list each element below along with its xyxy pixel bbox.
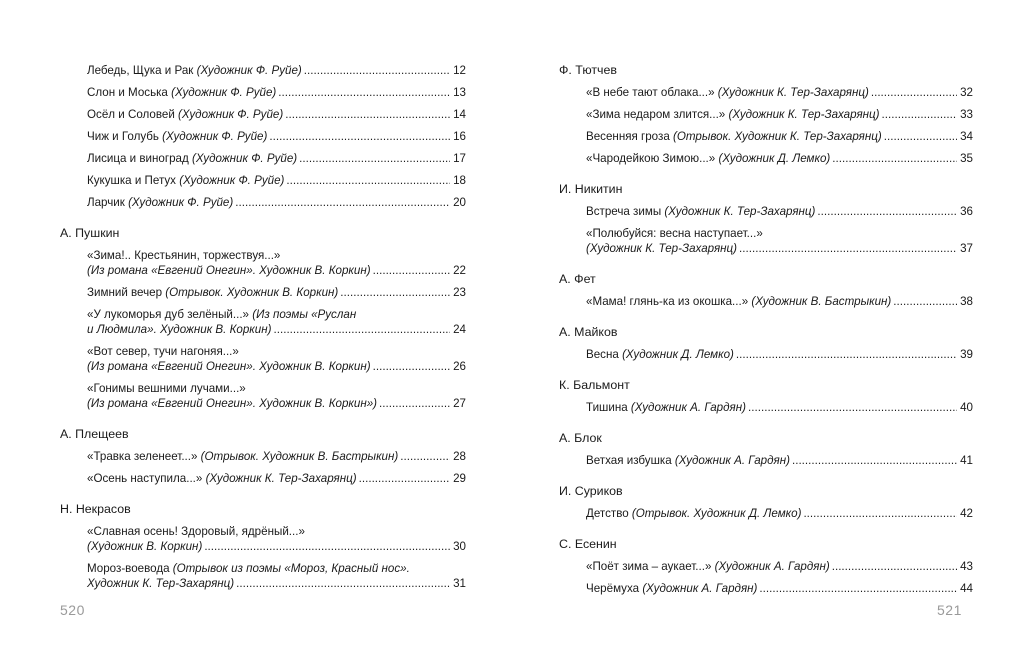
toc-entry[interactable] xyxy=(87,63,466,78)
illustrator-credit: (Художник Ф. Руйе) xyxy=(128,196,234,209)
toc-entry-line xyxy=(87,396,466,411)
poem-title: «Зима!.. Крестьянин, торжествуя...» xyxy=(87,249,281,262)
toc-entry[interactable] xyxy=(586,129,973,144)
toc-entry-text xyxy=(586,453,790,468)
poem-title: «Поёт зима – аукает...» xyxy=(586,560,715,573)
toc-page-number: 41 xyxy=(960,454,973,467)
leader-dots xyxy=(817,204,957,219)
poem-title: Весенняя гроза xyxy=(586,130,673,143)
illustrator-credit: (Художник К. Тер-Захарянц) xyxy=(586,242,738,255)
leader-dots xyxy=(739,241,957,256)
toc-entry-text xyxy=(586,129,882,144)
toc-entry-text xyxy=(586,581,757,596)
leader-dots xyxy=(736,347,957,362)
toc-entry-title xyxy=(87,129,466,144)
author-heading: С. Есенин xyxy=(559,537,617,551)
toc-entry-title xyxy=(87,561,466,591)
toc-page-number: 28 xyxy=(453,450,466,463)
toc-entry-line xyxy=(586,559,973,574)
toc-entry-title xyxy=(87,85,466,100)
poem-title: Лебедь, Щука и Рак xyxy=(87,64,197,77)
toc-entry-title xyxy=(87,107,466,122)
toc-entry-line xyxy=(87,107,466,122)
toc-entry-text xyxy=(586,294,891,309)
toc-entry[interactable] xyxy=(87,307,466,337)
toc-entry-line xyxy=(87,263,466,278)
toc-entry-text xyxy=(87,359,371,374)
toc-entry-title xyxy=(586,294,973,309)
toc-page-number: 39 xyxy=(960,348,973,361)
toc-entry-text xyxy=(87,63,302,78)
toc-entry-line xyxy=(87,561,466,576)
toc-entries xyxy=(559,294,973,309)
leader-dots xyxy=(299,151,450,166)
page-number-left: 520 xyxy=(60,602,85,618)
poem-title: Черёмуха xyxy=(586,582,643,595)
toc-entry[interactable] xyxy=(586,400,973,415)
toc-entry-title xyxy=(87,63,466,78)
leader-dots xyxy=(803,506,957,521)
toc-entry-title xyxy=(87,381,466,411)
toc-entry-text xyxy=(586,400,746,415)
toc-entry[interactable] xyxy=(87,195,466,210)
toc-entry-title xyxy=(586,453,973,468)
toc-entry-text xyxy=(87,396,377,411)
toc-entry-title xyxy=(586,107,973,122)
leader-dots xyxy=(832,559,957,574)
toc-entry-line xyxy=(87,381,466,396)
toc-entry[interactable] xyxy=(87,85,466,100)
toc-page-number: 42 xyxy=(960,507,973,520)
toc-entry[interactable] xyxy=(87,129,466,144)
toc-section xyxy=(60,427,466,486)
illustrator-credit: (Из романа «Евгений Онегин». Художник В. Коркин) xyxy=(87,360,371,373)
toc-entry[interactable] xyxy=(87,561,466,591)
illustrator-credit: (Художник В. Коркин) xyxy=(87,540,203,553)
illustrator-credit: (Художник Ф. Руйе) xyxy=(162,130,268,143)
illustrator-credit: (Художник В. Бастрыкин) xyxy=(751,295,892,308)
poem-title: Чиж и Голубь xyxy=(87,130,163,143)
illustrator-credit: (Художник А. Гардян) xyxy=(642,582,758,595)
poem-title: «Травка зеленеет...» xyxy=(87,450,201,463)
toc-section xyxy=(559,325,973,362)
author-heading: А. Майков xyxy=(559,325,618,339)
poem-title: Кукушка и Петух xyxy=(87,174,180,187)
illustrator-credit: (Отрывок. Художник К. Тер-Захарянц) xyxy=(673,130,882,143)
toc-entry-line xyxy=(586,226,973,241)
leader-dots xyxy=(359,471,450,486)
author-heading: А. Блок xyxy=(559,431,602,445)
toc-page-number: 34 xyxy=(960,130,973,143)
toc-entry-text xyxy=(87,151,297,166)
toc-entry[interactable] xyxy=(87,524,466,554)
toc-entry-text xyxy=(87,107,283,122)
toc-entry-title xyxy=(586,506,973,521)
poem-title: Встреча зимы xyxy=(586,205,665,218)
author-heading: Н. Некрасов xyxy=(60,502,131,516)
toc-page-number: 29 xyxy=(453,472,466,485)
toc-entry-line xyxy=(87,322,466,337)
leader-dots xyxy=(340,285,450,300)
toc-entry[interactable] xyxy=(586,453,973,468)
toc-entry-title xyxy=(87,524,466,554)
toc-section xyxy=(559,63,973,166)
author-heading: К. Бальмонт xyxy=(559,378,630,392)
right-page xyxy=(512,0,1024,652)
toc-entry-line xyxy=(87,359,466,374)
toc-entries xyxy=(60,524,466,591)
toc-entry-text xyxy=(87,173,284,188)
leader-dots xyxy=(304,63,450,78)
toc-section xyxy=(559,272,973,309)
illustrator-credit: (Художник Ф. Руйе) xyxy=(179,174,285,187)
toc-entry-line xyxy=(586,107,973,122)
poem-title: «Зима недаром злится...» xyxy=(586,108,729,121)
toc-entry[interactable] xyxy=(586,294,973,309)
leader-dots xyxy=(379,396,450,411)
toc-entry-text xyxy=(586,85,869,100)
toc-entries xyxy=(60,449,466,486)
poem-title: Ларчик xyxy=(87,196,129,209)
toc-entry[interactable] xyxy=(87,285,466,300)
toc-entries xyxy=(559,453,973,468)
illustrator-credit: (Художник К. Тер-Захарянц) xyxy=(728,108,880,121)
toc-page-number: 14 xyxy=(453,108,466,121)
toc-entry-title xyxy=(586,347,973,362)
poem-title: «Славная осень! Здоровый, ядрёный...» xyxy=(87,525,305,538)
toc-entry-text xyxy=(87,263,371,278)
poem-title: Слон и Моська xyxy=(87,86,172,99)
poem-title: «Гонимы вешними лучами...» xyxy=(87,382,246,395)
toc-page-number: 30 xyxy=(453,540,466,553)
toc-entry-text xyxy=(586,506,801,521)
toc-entry-title xyxy=(87,449,466,464)
illustrator-credit: (Художник А. Гардян) xyxy=(630,401,746,414)
toc-entry-text xyxy=(87,307,356,322)
toc-entry-line xyxy=(87,449,466,464)
toc-entry-text xyxy=(87,524,305,539)
toc-page-number: 31 xyxy=(453,577,466,590)
illustrator-credit: (Из романа «Евгений Онегин». Художник В. Коркин») xyxy=(87,397,378,410)
poem-title: «У лукоморья дуб зелёный...» xyxy=(87,308,253,321)
leader-dots xyxy=(273,322,450,337)
toc-entry[interactable] xyxy=(586,226,973,256)
toc-entry-title xyxy=(87,307,466,337)
toc-entry[interactable] xyxy=(586,151,973,166)
toc-entry-text xyxy=(586,241,737,256)
toc-page-number: 12 xyxy=(453,64,466,77)
poem-title: Осёл и Соловей xyxy=(87,108,179,121)
toc-entry-text xyxy=(87,561,410,576)
toc-page-number: 24 xyxy=(453,323,466,336)
toc-entry-text xyxy=(87,471,357,486)
toc-section xyxy=(60,226,466,411)
toc-entry-line xyxy=(586,400,973,415)
toc-section xyxy=(559,484,973,521)
toc-entry[interactable] xyxy=(87,471,466,486)
toc-entry-text xyxy=(586,204,815,219)
leader-dots xyxy=(884,129,957,144)
toc-entry-line xyxy=(87,344,466,359)
toc-page-number: 23 xyxy=(453,286,466,299)
toc-entry-line xyxy=(87,539,466,554)
toc-section xyxy=(559,431,973,468)
toc-page-number: 40 xyxy=(960,401,973,414)
poem-title: Ветхая избушка xyxy=(586,454,675,467)
toc-page-number: 22 xyxy=(453,264,466,277)
toc-entry[interactable] xyxy=(586,204,973,219)
illustrator-credit: Художник К. Тер-Захарянц) xyxy=(87,577,235,590)
poem-title: «В небе тают облака...» xyxy=(586,86,718,99)
toc-entry-text xyxy=(586,559,830,574)
illustrator-credit: (Отрывок. Художник Д. Лемко) xyxy=(631,507,802,520)
toc-entry[interactable] xyxy=(87,381,466,411)
leader-dots xyxy=(286,173,450,188)
toc-entry-title xyxy=(586,151,973,166)
toc-entries xyxy=(559,400,973,415)
toc-entry-text xyxy=(586,347,734,362)
illustrator-credit: (Художник Ф. Руйе) xyxy=(171,86,277,99)
toc-entry-line xyxy=(586,506,973,521)
poem-title: Детство xyxy=(586,507,632,520)
toc-section xyxy=(60,502,466,591)
toc-page-number: 26 xyxy=(453,360,466,373)
leader-dots xyxy=(204,539,450,554)
illustrator-credit: (Художник А. Гардян) xyxy=(674,454,790,467)
illustrator-credit: (Художник А. Гардян) xyxy=(714,560,830,573)
author-heading: А. Пушкин xyxy=(60,226,120,240)
toc-entry[interactable] xyxy=(586,85,973,100)
toc-entry-title xyxy=(586,400,973,415)
illustrator-credit: (Художник К. Тер-Захарянц) xyxy=(717,86,869,99)
toc-page-number: 43 xyxy=(960,560,973,573)
author-heading: А. Плещеев xyxy=(60,427,129,441)
toc-entry-text xyxy=(586,226,763,241)
page-number-right: 521 xyxy=(937,602,962,618)
toc-entry[interactable] xyxy=(586,107,973,122)
toc-page-number: 27 xyxy=(453,397,466,410)
poem-title: «Чародейкою Зимою...» xyxy=(586,152,719,165)
toc-section xyxy=(60,63,466,210)
leader-dots xyxy=(285,107,450,122)
toc-entry-title xyxy=(586,204,973,219)
toc-entry-title xyxy=(87,151,466,166)
toc-entries xyxy=(559,559,973,596)
toc-entries xyxy=(559,204,973,256)
leader-dots xyxy=(832,151,957,166)
illustrator-credit: (Отрывок. Художник В. Бастрыкин) xyxy=(200,450,399,463)
table-of-contents-right xyxy=(559,63,973,612)
leader-dots xyxy=(882,107,957,122)
toc-entry-text xyxy=(87,576,234,591)
illustrator-credit: (Из поэмы «Руслан xyxy=(252,308,357,321)
toc-entry-text xyxy=(87,248,280,263)
toc-entry-title xyxy=(586,85,973,100)
illustrator-credit: (Художник Д. Лемко) xyxy=(718,152,831,165)
toc-page-number: 32 xyxy=(960,86,973,99)
toc-entry-title xyxy=(586,581,973,596)
leader-dots xyxy=(871,85,957,100)
toc-entry[interactable] xyxy=(586,506,973,521)
leader-dots xyxy=(759,581,957,596)
leader-dots xyxy=(748,400,957,415)
poem-title: Зимний вечер xyxy=(87,286,166,299)
toc-entry-line xyxy=(586,581,973,596)
toc-entry-title xyxy=(586,129,973,144)
toc-entry-line xyxy=(87,285,466,300)
toc-entry-line xyxy=(87,248,466,263)
toc-section xyxy=(559,182,973,256)
toc-entry-text xyxy=(87,344,239,359)
poem-title: Весна xyxy=(586,348,623,361)
toc-entry[interactable] xyxy=(586,347,973,362)
toc-page-number: 35 xyxy=(960,152,973,165)
poem-title: Лисица и виноград xyxy=(87,152,192,165)
poem-title: «Полюбуйся: весна наступает...» xyxy=(586,227,763,240)
poem-title: «Осень наступила...» xyxy=(87,472,206,485)
toc-page-number: 17 xyxy=(453,152,466,165)
toc-entry[interactable] xyxy=(87,151,466,166)
toc-entry[interactable] xyxy=(87,449,466,464)
toc-entry-text xyxy=(586,107,880,122)
toc-page-number: 38 xyxy=(960,295,973,308)
toc-entry-line xyxy=(87,85,466,100)
toc-entry-line xyxy=(586,151,973,166)
toc-entry-title xyxy=(87,248,466,278)
toc-entry[interactable] xyxy=(87,173,466,188)
toc-entries xyxy=(559,85,973,166)
illustrator-credit: (Художник Ф. Руйе) xyxy=(196,64,302,77)
poem-title: Тишина xyxy=(586,401,631,414)
illustrator-credit: (Художник Д. Лемко) xyxy=(622,348,734,361)
toc-entry-line xyxy=(87,195,466,210)
toc-entry-line xyxy=(87,63,466,78)
leader-dots xyxy=(373,359,450,374)
toc-entry-text xyxy=(87,449,398,464)
toc-entry-line xyxy=(586,241,973,256)
toc-entries xyxy=(60,63,466,210)
toc-page-number: 18 xyxy=(453,174,466,187)
toc-page-number: 13 xyxy=(453,86,466,99)
toc-entry-title xyxy=(87,285,466,300)
toc-page-number: 44 xyxy=(960,582,973,595)
toc-entry-line xyxy=(87,173,466,188)
table-of-contents-left xyxy=(60,63,466,607)
toc-entry-line xyxy=(87,307,466,322)
poem-title: «Вот север, тучи нагоняя...» xyxy=(87,345,239,358)
toc-entry-title xyxy=(586,559,973,574)
toc-page-number: 37 xyxy=(960,242,973,255)
leader-dots xyxy=(400,449,450,464)
toc-entry[interactable] xyxy=(87,344,466,374)
toc-entry-line xyxy=(87,129,466,144)
illustrator-credit: (Из романа «Евгений Онегин». Художник В. Коркин) xyxy=(87,264,371,277)
toc-entry-text xyxy=(87,322,271,337)
illustrator-credit: и Людмила». Художник В. Коркин) xyxy=(87,323,272,336)
toc-entry-line xyxy=(87,151,466,166)
toc-entry-line xyxy=(586,85,973,100)
illustrator-credit: (Художник К. Тер-Захарянц) xyxy=(205,472,357,485)
illustrator-credit: (Отрывок из поэмы «Мороз, Красный нос». xyxy=(172,562,410,575)
toc-entry-title xyxy=(87,471,466,486)
toc-section xyxy=(559,378,973,415)
illustrator-credit: (Художник Ф. Руйе) xyxy=(191,152,298,165)
toc-entry-line xyxy=(586,129,973,144)
toc-entry-line xyxy=(87,471,466,486)
leader-dots xyxy=(235,195,450,210)
toc-page-number: 33 xyxy=(960,108,973,121)
toc-entry-text xyxy=(87,539,202,554)
toc-entry[interactable] xyxy=(586,581,973,596)
author-heading: И. Суриков xyxy=(559,484,623,498)
illustrator-credit: (Художник Ф. Руйе) xyxy=(178,108,284,121)
toc-entry-title xyxy=(87,195,466,210)
toc-entries xyxy=(60,248,466,411)
toc-entry-title xyxy=(87,173,466,188)
author-heading: А. Фет xyxy=(559,272,596,286)
toc-page-number: 16 xyxy=(453,130,466,143)
toc-entry-text xyxy=(87,285,338,300)
toc-entry[interactable] xyxy=(87,248,466,278)
toc-entry-line xyxy=(586,453,973,468)
toc-entry[interactable] xyxy=(87,107,466,122)
toc-entry-text xyxy=(87,195,233,210)
author-heading: Ф. Тютчев xyxy=(559,63,617,77)
toc-entry-text xyxy=(87,381,246,396)
toc-entry-line xyxy=(586,204,973,219)
toc-entry-line xyxy=(87,576,466,591)
toc-entry-line xyxy=(586,347,973,362)
toc-section xyxy=(559,537,973,596)
toc-entry-title xyxy=(586,226,973,256)
leader-dots xyxy=(278,85,450,100)
toc-entry-text xyxy=(87,129,267,144)
toc-entry-text xyxy=(586,151,830,166)
toc-page-number: 20 xyxy=(453,196,466,209)
illustrator-credit: (Отрывок. Художник В. Коркин) xyxy=(165,286,339,299)
illustrator-credit: (Художник К. Тер-Захарянц) xyxy=(664,205,816,218)
toc-entry[interactable] xyxy=(586,559,973,574)
toc-entry-line xyxy=(87,524,466,539)
toc-entry-line xyxy=(586,294,973,309)
toc-page-number: 36 xyxy=(960,205,973,218)
leader-dots xyxy=(269,129,450,144)
author-heading: И. Никитин xyxy=(559,182,623,196)
toc-entries xyxy=(559,347,973,362)
toc-entry-text xyxy=(87,85,276,100)
toc-entries xyxy=(559,506,973,521)
leader-dots xyxy=(373,263,450,278)
leader-dots xyxy=(893,294,957,309)
leader-dots xyxy=(792,453,957,468)
poem-title: «Мама! глянь-ка из окошка...» xyxy=(586,295,752,308)
toc-entry-title xyxy=(87,344,466,374)
leader-dots xyxy=(236,576,450,591)
poem-title: Мороз-воевода xyxy=(87,562,173,575)
